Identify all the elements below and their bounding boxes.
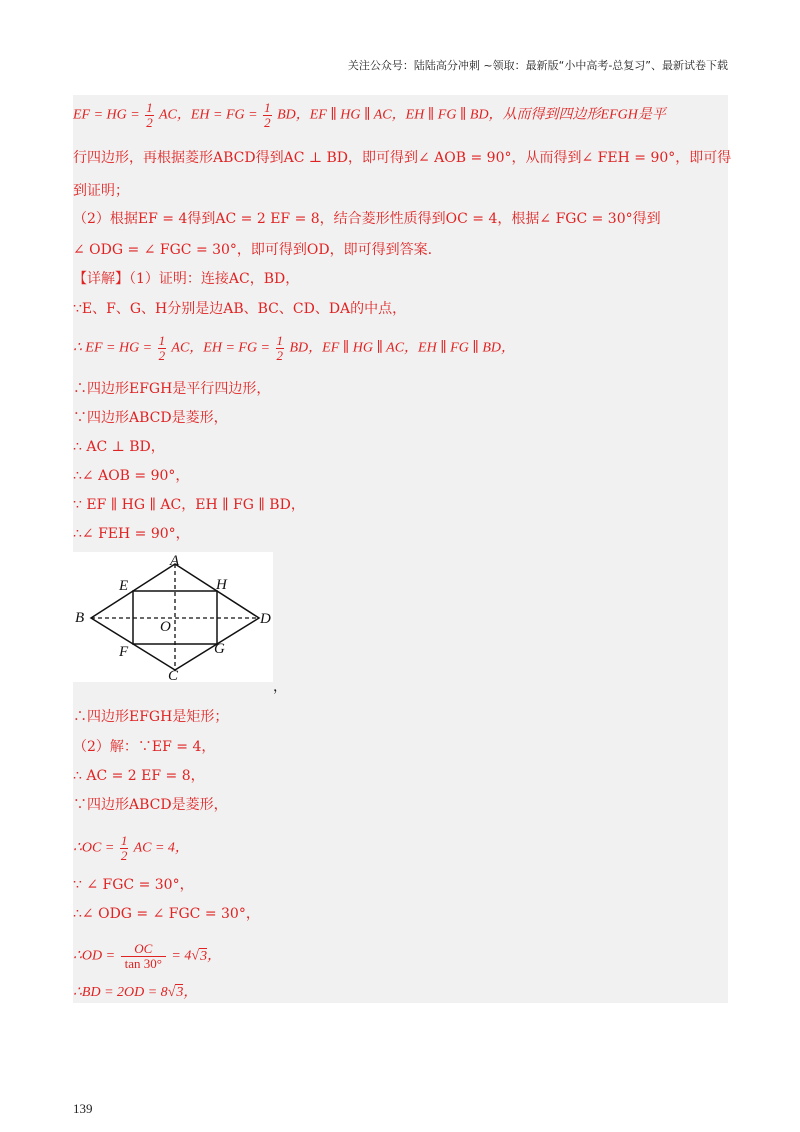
rhombus-figure — [73, 552, 273, 682]
detail-line-7: ∴∠ AOB = 90°， — [73, 468, 190, 484]
detail-line-9: ∴∠ FEH = 90°， — [73, 526, 190, 542]
detail-line-13: ∵四边形ABCD是菱形， — [73, 797, 228, 813]
detail-line-6: ∴ AC ⊥ BD， — [73, 439, 165, 455]
label-e: E — [119, 578, 129, 594]
detail-line-12: ∴ AC = 2 EF = 8， — [73, 768, 205, 784]
label-o: O — [160, 619, 171, 635]
solution-panel — [73, 95, 732, 1003]
analysis-line-5: ∠ ODG = ∠ FGC = 30°，即可得到OD，即可得到答案. — [73, 242, 433, 258]
fraction: $\frac{1}{2}$ — [146, 100, 153, 130]
fraction: $\frac{1}{2}$ — [276, 333, 283, 363]
analysis-line-4: （2）根据EF = 4得到AC = 2 EF = 8，结合菱形性质得到OC = 4，根据∠ FGC = 30°得到 — [73, 211, 661, 227]
detail-line-2: ∵E、F、G、H分别是边AB、BC、CD、DA的中点， — [73, 301, 407, 317]
fraction: $\frac{OC}{\tan 30^\circ}$ — [121, 942, 166, 971]
label-b: B — [75, 610, 85, 626]
label-a: A — [170, 553, 180, 569]
detail-line-15: ∵ ∠ FGC = 30°， — [73, 877, 194, 893]
detail-line-3: ∴ EF = HG = $\frac{1}{2}$ AC，EH = FG = $\frac{1}{2}$ BD，EF ∥ HG ∥ AC，EH ∥ FG ∥ BD， — [73, 333, 515, 363]
page-number: 139 — [73, 1101, 93, 1116]
label-d: D — [260, 611, 271, 627]
analysis-line-1: EF = HG = $\frac{1}{2}$ AC，EH = FG = $\frac{1}{2}$ BD，EF ∥ HG ∥ AC，EH ∥ FG ∥ BD，从而得到四边形EFGH是平 — [73, 100, 666, 130]
page-header: 关注公众号：陆陆高分冲刺 ~领取：最新版“小中高考-总复习”、最新试卷下载 — [347, 59, 728, 72]
fraction: $\frac{1}{2}$ — [158, 333, 166, 363]
label-h: H — [216, 577, 227, 593]
detail-line-8: ∵ EF ∥ HG ∥ AC，EH ∥ FG ∥ BD， — [73, 497, 305, 513]
detail-tag: 【详解】 — [73, 271, 129, 287]
fraction: $\frac{1}{2}$ — [264, 100, 271, 130]
detail-line-16: ∴∠ ODG = ∠ FGC = 30°， — [73, 906, 260, 922]
detail-line-4: ∴四边形EFGH是平行四边形， — [73, 381, 271, 397]
detail-line-18: ∴BD = 2OD = 8√3， — [73, 985, 198, 1000]
detail-line-10: ∴四边形EFGH是矩形； — [73, 709, 229, 725]
analysis-line-2: 行四边形，再根据菱形ABCD得到AC ⊥ BD，即可得到∠ AOB = 90°，从而得到∠ FEH = 90°，即可得 — [73, 150, 732, 166]
figure-trailing-comma: ， — [273, 679, 287, 695]
detail-line-14: ∴OC = $\frac{1}{2}$ AC = 4， — [73, 833, 189, 863]
label-g: G — [214, 641, 225, 657]
label-f: F — [119, 644, 129, 660]
detail-line-17: ∴OD = $\frac{OC}{\tan 30^\circ}$ = 4√3， — [73, 941, 222, 971]
rhombus-diagram — [73, 552, 273, 682]
detail-line-11: （2）解：∵EF = 4， — [73, 739, 216, 755]
fraction: $\frac{1}{2}$ — [120, 833, 128, 863]
detail-line-1: 【详解】（1）证明：连接AC，BD， — [73, 271, 300, 287]
detail-line-5: ∵四边形ABCD是菱形， — [73, 410, 228, 426]
label-c: C — [168, 668, 179, 682]
analysis-line-3: 到证明； — [73, 183, 129, 199]
